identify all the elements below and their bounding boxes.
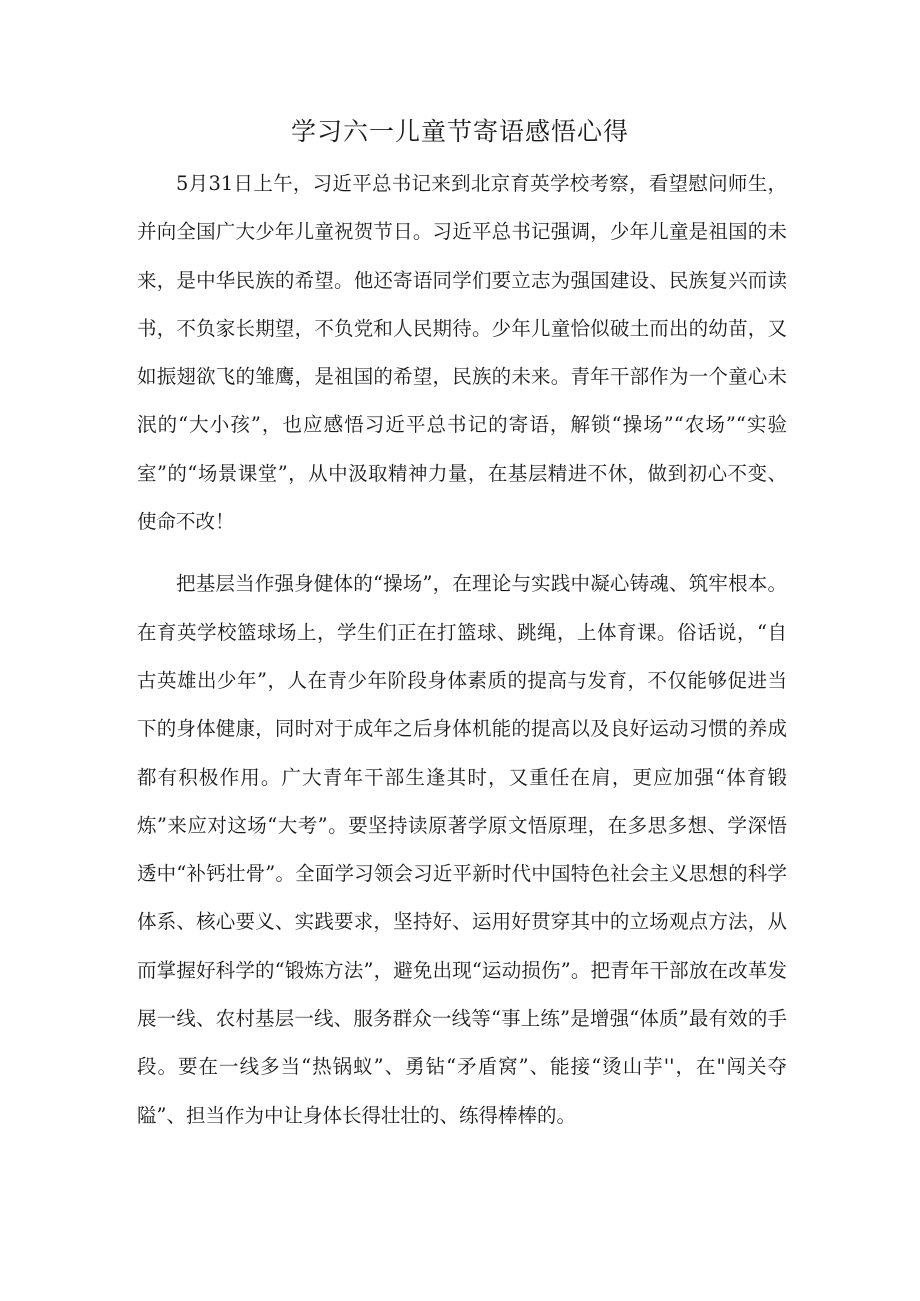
document-title: 学习六一儿童节寄语感悟心得 [290,117,629,146]
paragraph-2: 把基层当作强身健体的“操场”，在理论与实践中凝心铸魂、筑牢根本。在育英学校篮球场上，学生们正在打篮球、跳绳，上体育课。俗话说，“自古英雄出少年”，人在青少年阶段身体素质的提高与发育，不仅能够促进当下的身体健康，同时对于成年之后身体机能的提高以及良好运动习惯的养成都有积极作用。广大青年干部生逢其时，又重任在肩，更应加强“体育锻炼”来应对这场“大考”。要坚持读原著学原文悟原理，在多思多想、学深悟透中“补钙壮骨”。全面学习领会习近平新时代中国特色社会主义思想的科学体系、核心要义、实践要求，坚持好、运用好贯穿其中的立场观点方法，从而掌握好科学的“锻炼方法”，避免出现“运动损伤”。把青年干部放在改革发展一线、农村基层一线、服务群众一线等“事上练”是增强“体质”最有效的手段。要在一线多当“热锅蚁”、勇钻“矛盾窝”、能接“烫山芋''，在"闯关夺隘”、担当作为中让身体长得壮壮的、练得棒棒的。 [137,572,787,1127]
paragraph-1: 5月31日上午，习近平总书记来到北京育英学校考察，看望慰问师生，并向全国广大少年儿童祝贺节日。习近平总书记强调，少年儿童是祖国的未来，是中华民族的希望。他还寄语同学们要立志为强国建设、民族复兴而读书，不负家长期望，不负党和人民期待。少年儿童恰似破土而出的幼苗，又如振翅欲飞的雏鹰，是祖国的希望，民族的未来。青年干部作为一个童心未泯的“大小孩”，也应感悟习近平总书记的寄语，解锁“操场”“农场”“实验室”的“场景课堂”，从中汲取精神力量，在基层精进不休，做到初心不变、使命不改！ [137,172,787,534]
document-body [137,160,787,1140]
